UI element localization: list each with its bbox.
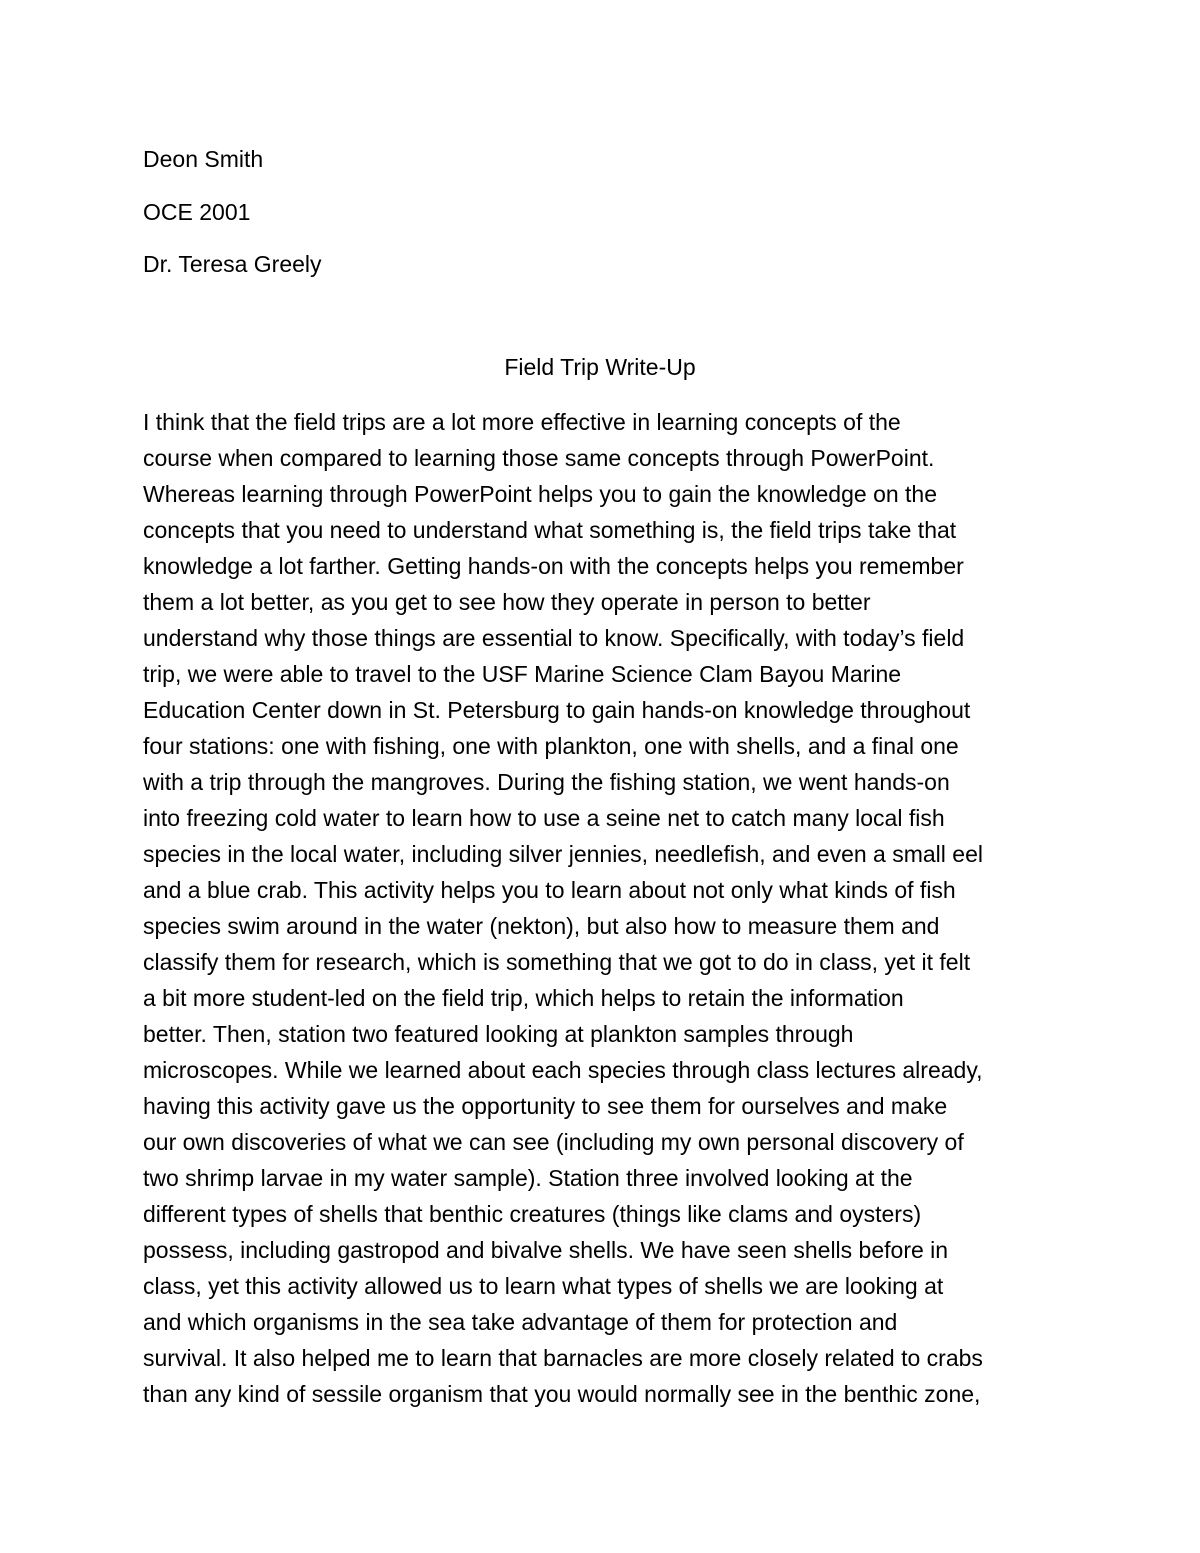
- body-line: two shrimp larvae in my water sample). Station three involved looking at the: [143, 1165, 913, 1191]
- course-code: OCE 2001: [143, 199, 251, 225]
- body-line: Whereas learning through PowerPoint helps you to gain the knowledge on the: [143, 481, 938, 507]
- body-line: trip, we were able to travel to the USF Marine Science Clam Bayou Marine: [143, 661, 902, 687]
- body-line: better. Then, station two featured looking at plankton samples through: [143, 1021, 854, 1047]
- body-line: microscopes. While we learned about each species through class lectures already,: [143, 1057, 983, 1083]
- body-line: and which organisms in the sea take advantage of them for protection and: [143, 1309, 898, 1335]
- body-line: into freezing cold water to learn how to use a seine net to catch many local fish: [143, 805, 945, 831]
- body-line: our own discoveries of what we can see (including my own personal discovery of: [143, 1129, 964, 1155]
- document-title: Field Trip Write-Up: [504, 354, 696, 380]
- body-line: understand why those things are essential to know. Specifically, with today’s field: [143, 625, 965, 651]
- body-line: course when compared to learning those same concepts through PowerPoint.: [143, 445, 935, 471]
- instructor-name: Dr. Teresa Greely: [143, 251, 322, 277]
- author-name: Deon Smith: [143, 146, 264, 172]
- body-line: concepts that you need to understand what something is, the field trips take that: [143, 517, 957, 543]
- body-line: class, yet this activity allowed us to learn what types of shells we are looking at: [143, 1273, 944, 1299]
- body-line: than any kind of sessile organism that you would normally see in the benthic zone,: [143, 1381, 981, 1407]
- body-line: survival. It also helped me to learn that barnacles are more closely related to crabs: [143, 1345, 983, 1371]
- body-line: classify them for research, which is something that we got to do in class, yet it felt: [143, 949, 971, 975]
- body-line: I think that the field trips are a lot more effective in learning concepts of the: [143, 409, 901, 435]
- body-line: different types of shells that benthic creatures (things like clams and oysters): [143, 1201, 922, 1227]
- body-line: having this activity gave us the opportunity to see them for ourselves and make: [143, 1093, 948, 1119]
- body-line: a bit more student-led on the field trip, which helps to retain the information: [143, 985, 904, 1011]
- body-line: Education Center down in St. Petersburg to gain hands-on knowledge throughout: [143, 697, 971, 723]
- body-line: and a blue crab. This activity helps you to learn about not only what kinds of fish: [143, 877, 956, 903]
- body-line: with a trip through the mangroves. During the fishing station, we went hands-on: [143, 769, 950, 795]
- body-line: them a lot better, as you get to see how they operate in person to better: [143, 589, 871, 615]
- body-line: four stations: one with fishing, one with plankton, one with shells, and a final one: [143, 733, 959, 759]
- body-line: knowledge a lot farther. Getting hands-on with the concepts helps you remember: [143, 553, 964, 579]
- body-line: possess, including gastropod and bivalve shells. We have seen shells before in: [143, 1237, 949, 1263]
- body-line: species in the local water, including silver jennies, needlefish, and even a small eel: [143, 841, 983, 867]
- body-line: species swim around in the water (nekton), but also how to measure them and: [143, 913, 940, 939]
- body-paragraph: [143, 404, 1103, 1412]
